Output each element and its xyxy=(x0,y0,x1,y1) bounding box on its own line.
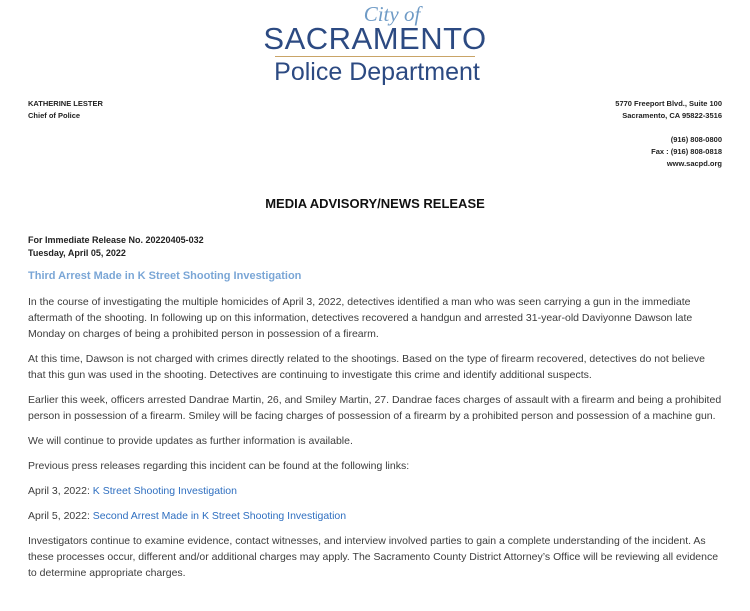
contact-info xyxy=(615,98,722,170)
link-line-2 xyxy=(28,508,723,524)
link-date-2: April 5, 2022: xyxy=(28,510,93,522)
paragraph-3: Earlier this week, officers arrested Dandrae Martin, 26, and Smiley Martin, 27. Dandrae faces charges of assault with a firearm and being a prohibited person in possession of a firearm. Smiley will be facing charges of possession of a firearm by a prohibited person and possession of a machine gun. xyxy=(28,394,722,422)
paragraph-4: We will continue to provide updates as further information is available. xyxy=(28,435,353,447)
page-title: MEDIA ADVISORY/NEWS RELEASE xyxy=(265,196,485,211)
address-line-2: Sacramento, CA 95822-3516 xyxy=(622,111,722,120)
logo-divider xyxy=(275,56,475,57)
link-line-1 xyxy=(28,483,723,499)
paragraph-1: In the course of investigating the multiple homicides of April 3, 2022, detectives identified a man who was seen carrying a gun in the immediate aftermath of the shooting. In following up on this information, detectives recovered a handgun and arrested 31-year-old Daviyonne Dawson late Monday on charges of being a prohibited person in possession of a firearm. xyxy=(28,296,693,340)
article-body xyxy=(28,294,723,590)
chief-info xyxy=(28,98,103,122)
address-line-1: 5770 Freeport Blvd., Suite 100 xyxy=(615,99,722,108)
paragraph-2: At this time, Dawson is not charged with crimes directly related to the shootings. Based on the type of firearm recovered, detectives do not believe that this gun was used in the shooting. Detectives are continuing to investigate this crime and identify additional suspects. xyxy=(28,353,706,381)
chief-title: Chief of Police xyxy=(28,111,81,120)
link-date-1: April 3, 2022: xyxy=(28,485,93,497)
release-date: Tuesday, April 05, 2022 xyxy=(28,248,126,258)
website: www.sacpd.org xyxy=(666,159,722,168)
logo-city-name: SACRAMENTO xyxy=(263,21,487,56)
headline: Third Arrest Made in K Street Shooting Investigation xyxy=(28,270,302,282)
logo-department: Police Department xyxy=(274,58,480,86)
logo-city-of: City of xyxy=(363,2,421,26)
contact-spacer xyxy=(615,122,722,134)
release-number: For Immediate Release No. 20220405-032 xyxy=(28,235,204,245)
paragraph-8: Investigators continue to examine evidence, contact witnesses, and interview involved parties to gain a complete understanding of the incident. As these processes occur, different and/or additional charges may apply. The Sacramento County District Attorney’s Office will be reviewing all evidence to determine appropriate charges. xyxy=(28,535,719,579)
department-logo xyxy=(0,4,750,85)
paragraph-5: Previous press releases regarding this incident can be found at the following links: xyxy=(28,460,410,472)
release-info xyxy=(28,234,204,260)
second-arrest-link[interactable]: Second Arrest Made in K Street Shooting Investigation xyxy=(92,510,347,522)
phone-number: (916) 808-0800 xyxy=(670,135,722,144)
fax-number: Fax : (916) 808-0818 xyxy=(651,147,722,156)
k-street-shooting-link[interactable]: K Street Shooting Investigation xyxy=(92,485,237,497)
chief-name: KATHERINE LESTER xyxy=(28,99,103,108)
